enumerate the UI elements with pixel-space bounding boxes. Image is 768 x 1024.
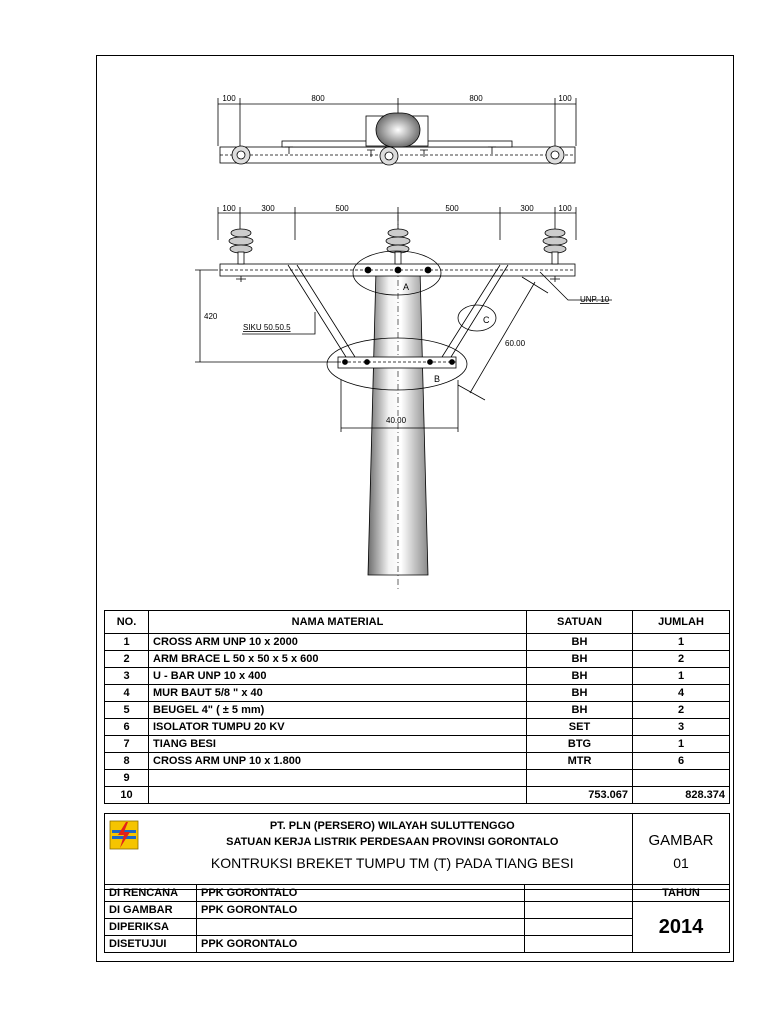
row-unit [527, 770, 633, 787]
row-unit: BH [527, 685, 633, 702]
row-qty: 3 [633, 719, 730, 736]
top-dim-2: 800 [311, 94, 325, 103]
material-table [104, 610, 730, 804]
row-qty [633, 770, 730, 787]
sign-label: DISETUJUI [105, 936, 197, 953]
row-name: ARM BRACE L 50 x 50 x 5 x 600 [149, 651, 527, 668]
row-unit: BH [527, 668, 633, 685]
row-name [149, 770, 527, 787]
row-name: CROSS ARM UNP 10 x 2000 [149, 634, 527, 651]
table-row [105, 770, 730, 787]
sign-value: PPK GORONTALO [197, 885, 525, 902]
mid-dim-4: 500 [445, 204, 459, 213]
pln-logo-icon [109, 820, 139, 850]
gambar-cell [633, 814, 730, 890]
mid-dim-3: 500 [335, 204, 349, 213]
row-unit: BH [527, 634, 633, 651]
label-4000: 40.00 [386, 416, 407, 425]
table-row [105, 685, 730, 702]
row-no: 1 [105, 634, 149, 651]
row-unit: SET [527, 719, 633, 736]
row-unit: BH [527, 702, 633, 719]
row-no: 9 [105, 770, 149, 787]
row-name: CROSS ARM UNP 10 x 1.800 [149, 753, 527, 770]
insulator-center [386, 229, 410, 264]
row-qty: 2 [633, 651, 730, 668]
row-unit: MTR [527, 753, 633, 770]
row-no: 5 [105, 702, 149, 719]
row-unit: BH [527, 651, 633, 668]
sign-label: DI RENCANA [105, 885, 197, 902]
row-no: 10 [105, 787, 149, 804]
material-header-row [105, 611, 730, 634]
table-row [105, 634, 730, 651]
mid-dim-6: 100 [558, 204, 572, 213]
row-no: 2 [105, 651, 149, 668]
label-c: C [483, 315, 490, 325]
company-name: PT. PLN (PERSERO) WILAYAH SULUTTENGGO [269, 820, 515, 832]
sign-empty [525, 885, 633, 902]
top-dim-4: 100 [558, 94, 572, 103]
label-6000: 60.00 [505, 339, 526, 348]
label-420: 420 [204, 312, 218, 321]
header-satuan: SATUAN [527, 611, 633, 634]
sign-empty [525, 919, 633, 936]
drawing-title: KONTRUKSI BREKET TUMPU TM (T) PADA TIANG BESI [210, 855, 574, 871]
label-siku: SIKU 50.50.5 [243, 323, 291, 332]
row-name: TIANG BESI [149, 736, 527, 753]
row-name: BEUGEL 4" ( ± 5 mm) [149, 702, 527, 719]
row-qty: 1 [633, 668, 730, 685]
sign-row [105, 902, 730, 919]
sign-value [197, 919, 525, 936]
sign-empty [525, 936, 633, 953]
tahun-value: 2014 [633, 902, 730, 953]
row-no: 3 [105, 668, 149, 685]
row-name: MUR BAUT 5/8 " x 40 [149, 685, 527, 702]
row-qty: 1 [633, 634, 730, 651]
label-a: A [403, 282, 410, 292]
company-cell [153, 814, 633, 890]
gambar-label: GAMBAR [648, 831, 714, 849]
row-no: 4 [105, 685, 149, 702]
mid-dim-2: 300 [261, 204, 275, 213]
mid-dim-5: 300 [520, 204, 534, 213]
row-name: U - BAR UNP 10 x 400 [149, 668, 527, 685]
sign-block [104, 884, 730, 953]
header-nama-material: NAMA MATERIAL [149, 611, 527, 634]
table-row [105, 651, 730, 668]
row-qty: 6 [633, 753, 730, 770]
label-b: B [434, 374, 441, 384]
row-no: 8 [105, 753, 149, 770]
sign-value: PPK GORONTALO [197, 936, 525, 953]
row-qty: 2 [633, 702, 730, 719]
row-qty: 4 [633, 685, 730, 702]
gambar-number: 01 [673, 854, 689, 871]
sign-label: DI GAMBAR [105, 902, 197, 919]
row-unit: BTG [527, 736, 633, 753]
row-no: 6 [105, 719, 149, 736]
top-dim-3: 800 [469, 94, 483, 103]
top-view [218, 98, 576, 165]
table-row [105, 753, 730, 770]
header-no: NO. [105, 611, 149, 634]
sign-value: PPK GORONTALO [197, 902, 525, 919]
row-total-jumlah: 828.374 [633, 787, 730, 804]
logo-cell [105, 814, 153, 890]
header-jumlah: JUMLAH [633, 611, 730, 634]
tahun-label: TAHUN [633, 885, 730, 902]
row-name: ISOLATOR TUMPU 20 KV [149, 719, 527, 736]
label-unp: UNP. 10 [580, 295, 610, 304]
mid-dim-1: 100 [222, 204, 236, 213]
title-block [104, 813, 730, 890]
table-row [105, 668, 730, 685]
table-row [105, 787, 730, 804]
row-name [149, 787, 527, 804]
row-total-satuan: 753.067 [527, 787, 633, 804]
sign-row [105, 885, 730, 902]
table-row [105, 719, 730, 736]
row-qty: 1 [633, 736, 730, 753]
sign-label: DIPERIKSA [105, 919, 197, 936]
table-row [105, 702, 730, 719]
top-dim-1: 100 [222, 94, 236, 103]
row-no: 7 [105, 736, 149, 753]
table-row [105, 736, 730, 753]
sign-empty [525, 902, 633, 919]
company-unit: SATUAN KERJA LISTRIK PERDESAAN PROVINSI GORONTALO [226, 836, 559, 848]
